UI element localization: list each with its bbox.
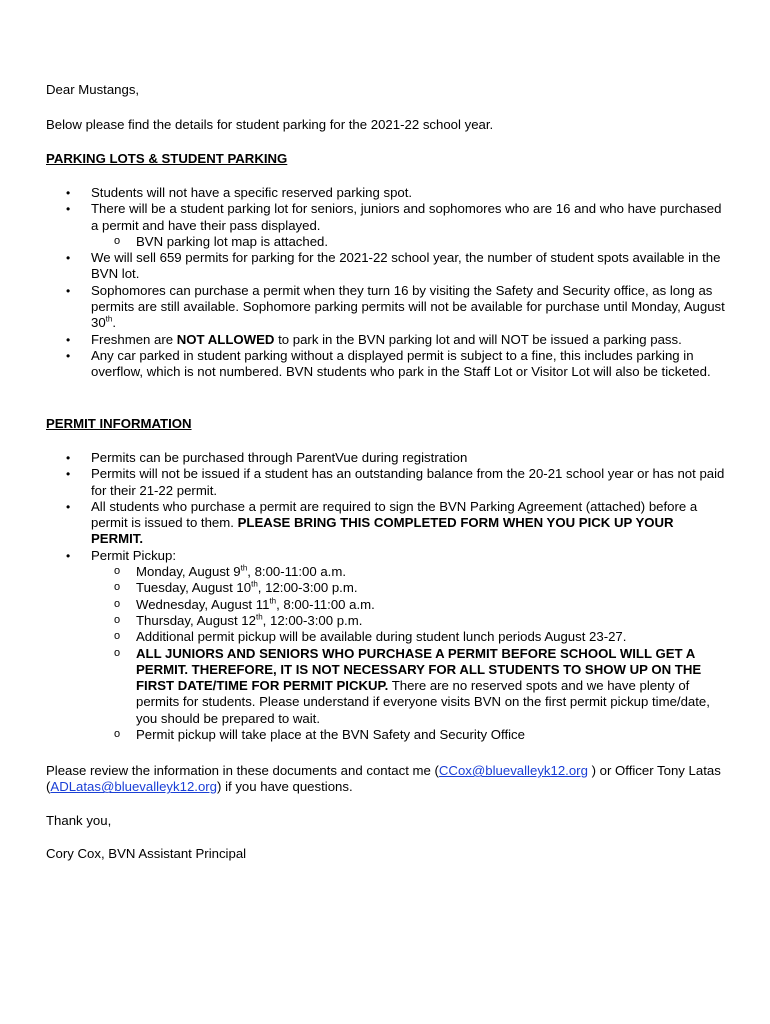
sub-list-item: o BVN parking lot map is attached. [91, 234, 726, 250]
sub-list-item: o Permit pickup will take place at the BVN Safety and Security Office [91, 727, 726, 743]
pickup-date: o Wednesday, August 11th, 8:00-11:00 a.m. [91, 597, 726, 613]
list-item: • Sophomores can purchase a permit when they turn 16 by visiting the Safety and Security office, as long as permits are still available. Sophomore parking permits will not be available for purchase until Monday, August 30th. [46, 283, 726, 332]
permit-bullet-list [46, 450, 726, 743]
thanks-line: Thank you, [46, 813, 112, 828]
email-link-ccox[interactable]: CCox@bluevalleyk12.org [438, 763, 588, 778]
list-item: • Any car parked in student parking without a displayed permit is subject to a fine, this includes parking in overflow, which is not numbered. BVN students who park in the Staff Lot or Visitor Lot will also be ticketed. [46, 348, 726, 381]
list-item: • Freshmen are NOT ALLOWED to park in the BVN parking lot and will NOT be issued a parking pass. [46, 332, 726, 348]
list-item: • All students who purchase a permit are required to sign the BVN Parking Agreement (attached) before a permit is issued to them. PLEASE BRING THIS COMPLETED FORM WHEN YOU PICK UP YOUR PERMIT. [46, 499, 726, 548]
greeting: Dear Mustangs, [46, 82, 140, 97]
sub-list [91, 234, 726, 250]
list-item: • There will be a student parking lot for seniors, juniors and sophomores who are 16 and who have purchased a permit and have their pass displayed. o BVN parking lot map is attached. [46, 201, 726, 250]
section-heading-parking: PARKING LOTS & STUDENT PARKING [46, 151, 288, 166]
signature-line: Cory Cox, BVN Assistant Principal [46, 846, 247, 861]
intro-paragraph: Below please find the details for student parking for the 2021-22 school year. [46, 117, 494, 132]
list-item: • Permits will not be issued if a student has an outstanding balance from the 20-21 school year or has not paid for their 21-22 permit. [46, 466, 726, 499]
pickup-schedule-list [91, 564, 726, 743]
sub-list-item: o ALL JUNIORS AND SENIORS WHO PURCHASE A PERMIT BEFORE SCHOOL WILL GET A PERMIT. THEREFORE, IT IS NOT NECESSARY FOR ALL STUDENTS TO SHOW UP ON THE FIRST DATE/TIME FOR PERMIT PICKUP. There are no reserved spots and we have plenty of permits for students. Please understand if everyone visits BVN on the first permit pickup time/date, you should be prepared to wait. [91, 646, 726, 727]
section-heading-permit: PERMIT INFORMATION [46, 416, 192, 431]
list-item: • We will sell 659 permits for parking for the 2021-22 school year, the number of student spots available in the BVN lot. [46, 250, 726, 283]
pickup-date: o Monday, August 9th, 8:00-11:00 a.m. [91, 564, 726, 580]
pickup-date: o Thursday, August 12th, 12:00-3:00 p.m. [91, 613, 726, 629]
parking-bullet-list [46, 185, 726, 381]
closing-paragraph: Please review the information in these documents and contact me (CCox@bluevalleyk12.org ) or Officer Tony Latas (ADLatas@bluevalleyk12.org) if you have questions. [46, 763, 721, 795]
pickup-date: o Tuesday, August 10th, 12:00-3:00 p.m. [91, 580, 726, 596]
sub-list-item: o Additional permit pickup will be available during student lunch periods August 23-27. [91, 629, 726, 645]
list-item: • Permit Pickup: o Monday, August 9th, 8:00-11:00 a.m. o Tuesday, August 10th, 12:00-3:00 p.m. o Wednesday, August 11th, 8:00-11:00 a.m. o Thursday, August 12th, 12:00-3:00 p.m. o Additional permit pickup will be available during student lunch periods August 23-27. o ALL JUNIORS AND SENIORS WHO PURCHASE A PERMIT BEFORE SCHOOL WILL GET A PERMIT. THEREFORE, IT IS NOT NECESSARY FOR ALL STUDENTS TO SHOW UP ON THE FIRST DATE/TIME FOR PERMIT PICKUP. There are no reserved spots and we have plenty of permits for students. Please understand if everyone visits BVN on the first permit pickup time/date, you should be prepared to wait. o Permit pickup will take place at the BVN Safety and Security Office [46, 548, 726, 744]
email-link-adlatas[interactable]: ADLatas@bluevalleyk12.org [50, 779, 218, 795]
list-item: • Students will not have a specific reserved parking spot. [46, 185, 726, 201]
list-item: • Permits can be purchased through ParentVue during registration [46, 450, 726, 466]
